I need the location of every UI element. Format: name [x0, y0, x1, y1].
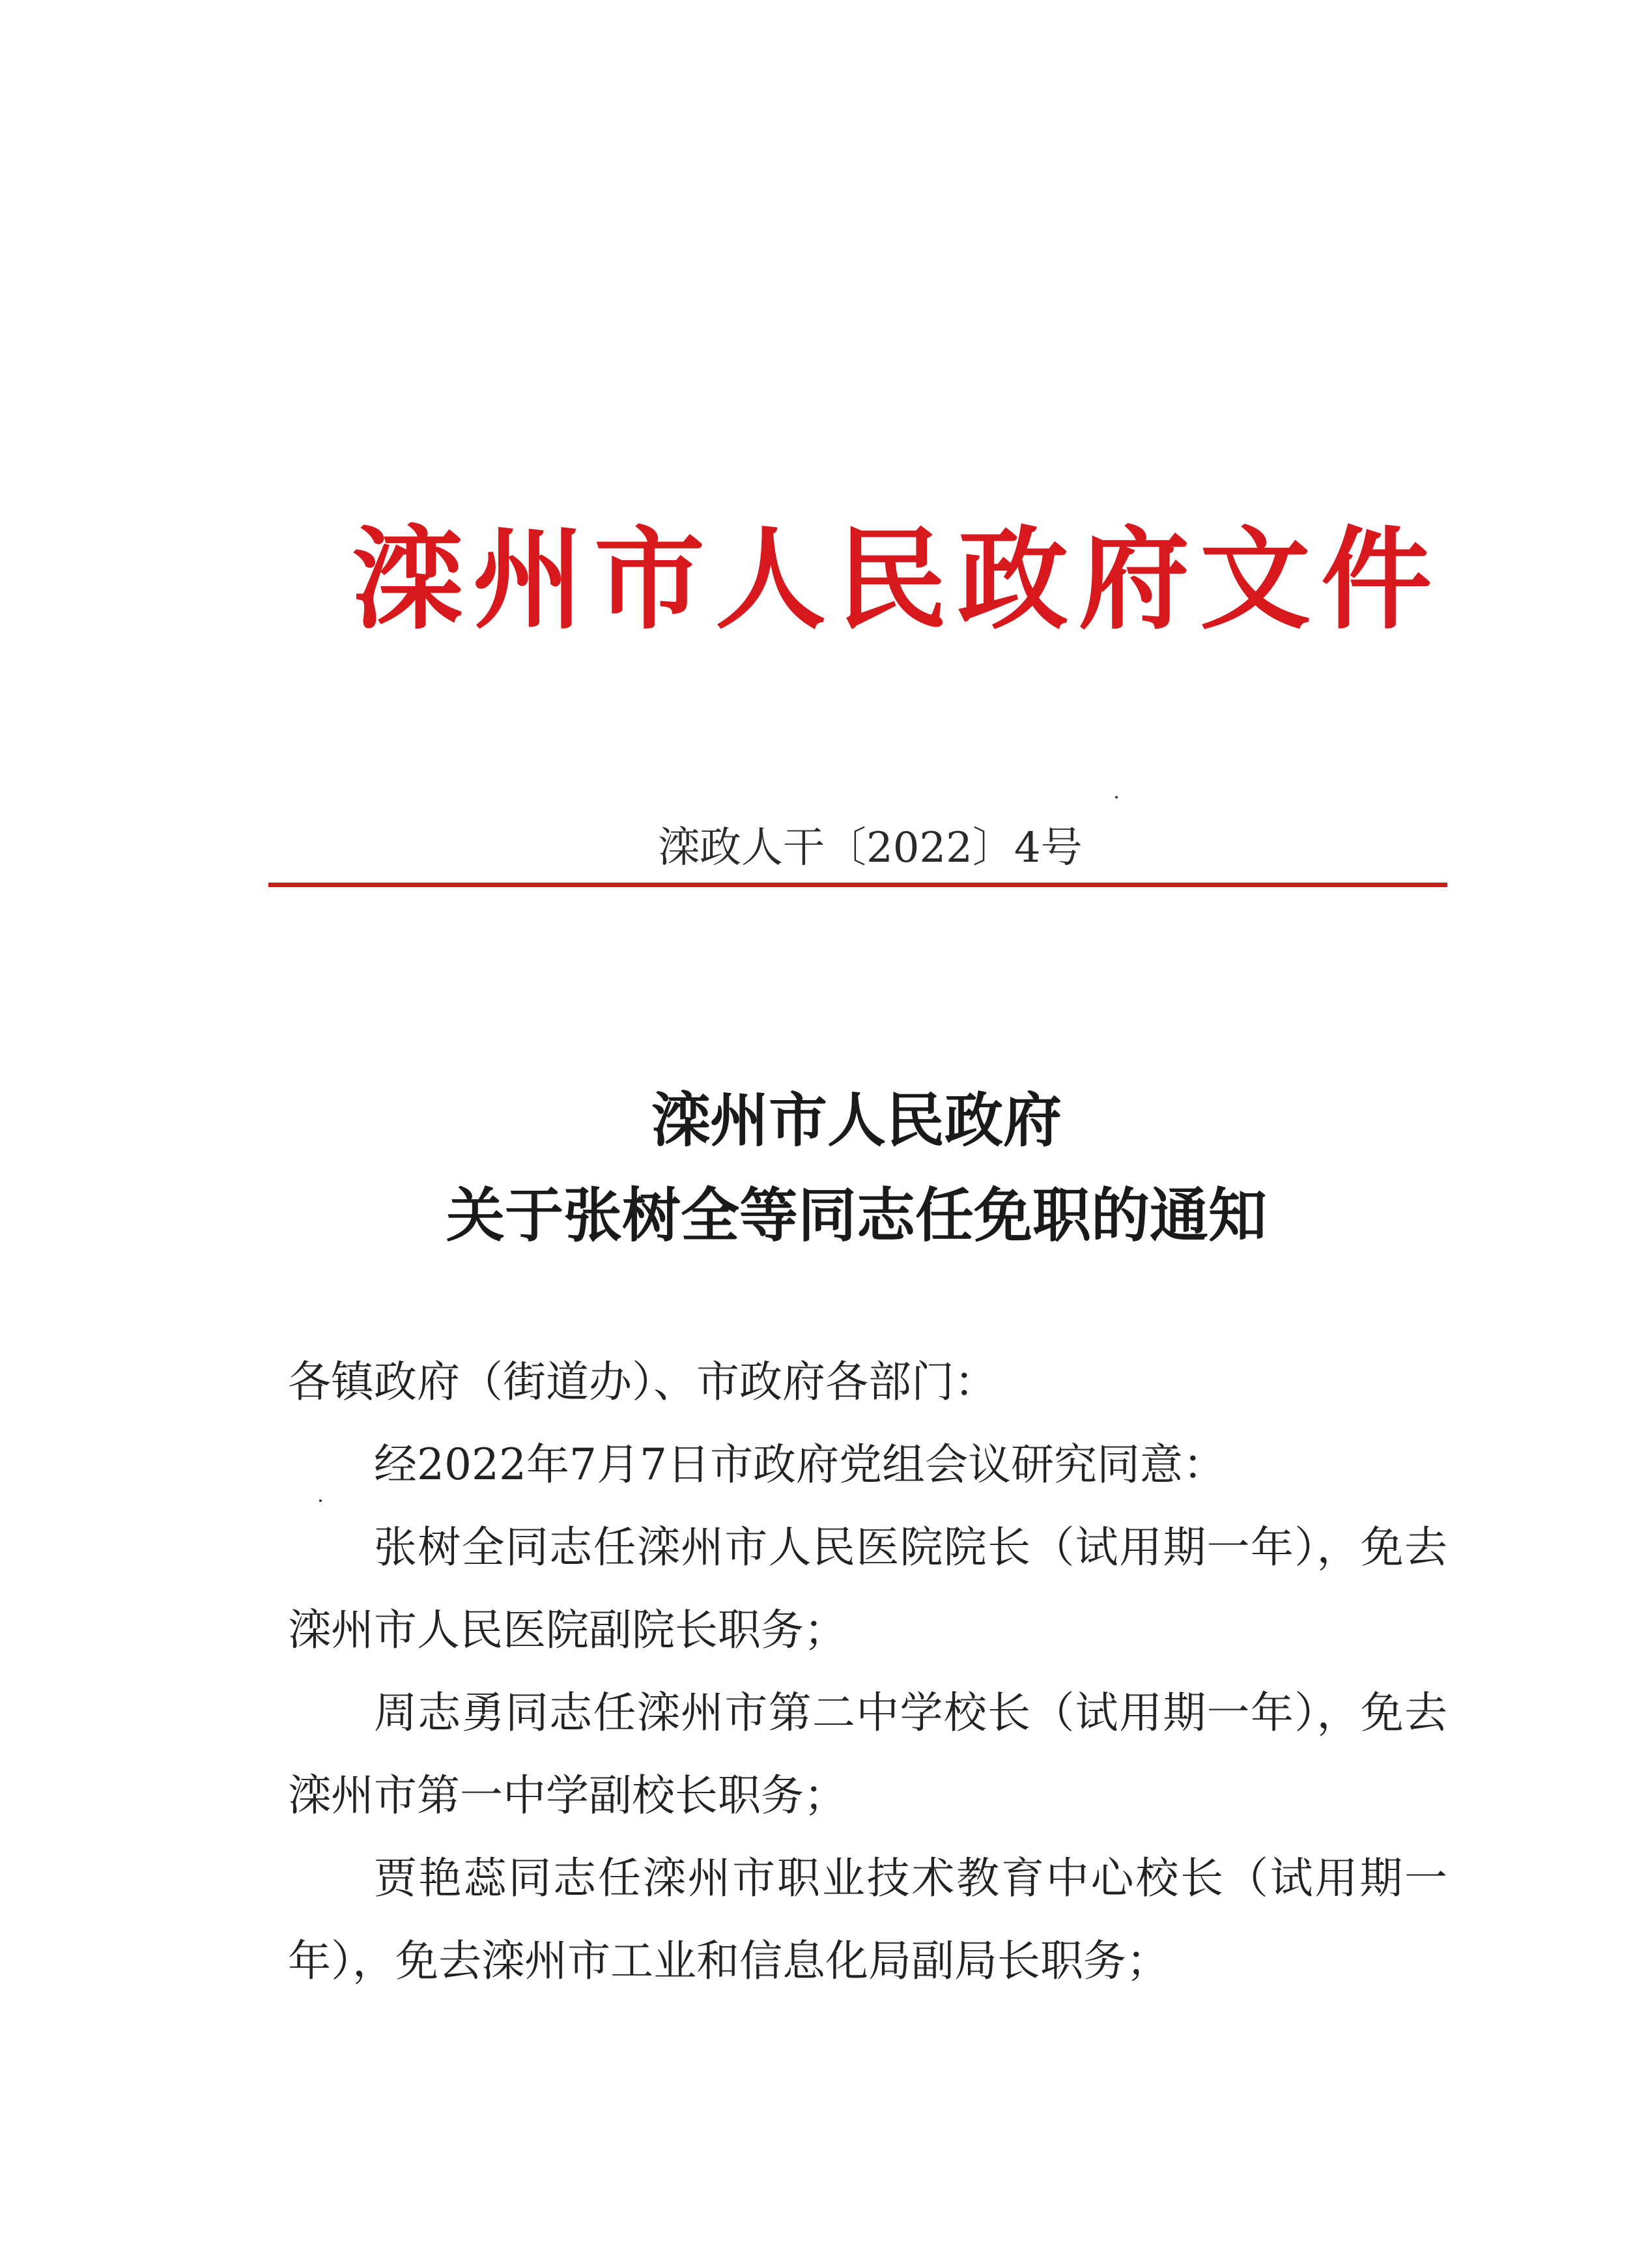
masthead-title: 滦州市人民政府文件 [352, 515, 1443, 645]
body-paragraph: 贾艳蕊同志任滦州市职业技术教育中心校长（试用期一年），免去滦州市工业和信息化局副局长职务； [288, 1853, 1447, 1986]
body-paragraph: 周志勇同志任滦州市第二中学校长（试用期一年），免去滦州市第一中学副校长职务； [288, 1688, 1447, 1821]
red-divider-line [268, 883, 1447, 887]
document-title-line-2: 关于张树全等同志任免职的通知 [446, 1181, 1267, 1250]
body-paragraph: 经2022年7月7日市政府党组会议研究同意： [374, 1439, 1226, 1490]
scan-speck [319, 1499, 322, 1502]
body-paragraph: 张树全同志任滦州市人民医院院长（试用期一年），免去滦州市人民医院副院长职务； [288, 1522, 1447, 1655]
scan-speck [1115, 796, 1118, 799]
document-body [288, 1340, 1447, 2002]
document-title-line-1: 滦州市人民政府 [651, 1086, 1062, 1155]
document-number: 滦政人干〔2022〕4号 [658, 824, 1083, 872]
salutation: 各镇政府（街道办）、市政府各部门： [288, 1357, 997, 1407]
